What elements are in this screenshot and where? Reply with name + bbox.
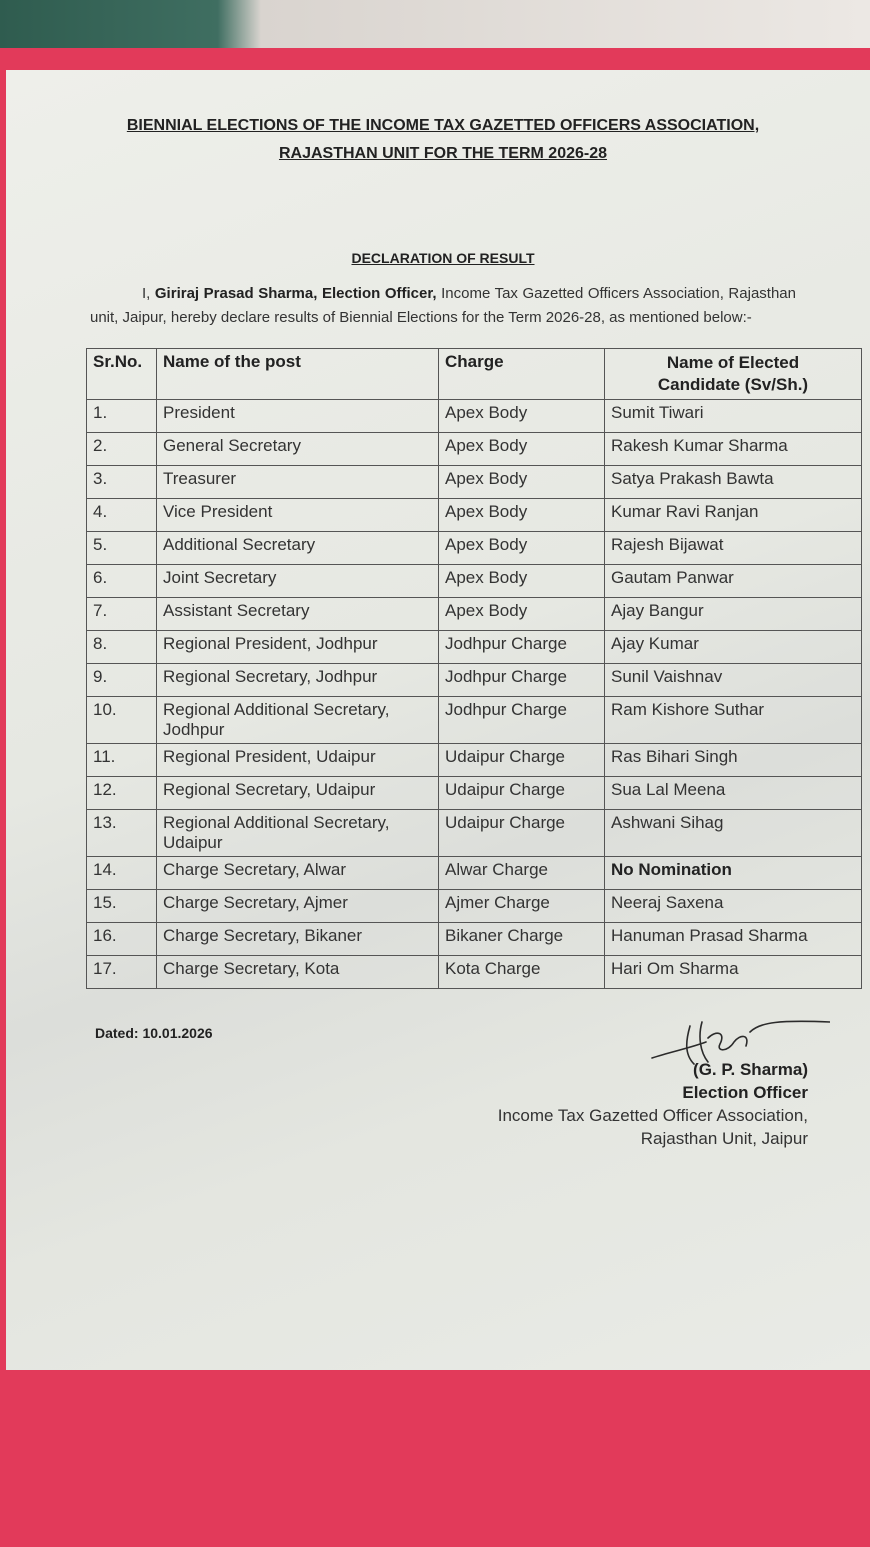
- cell-sr: 2.: [87, 433, 157, 466]
- cell-post: Joint Secretary: [157, 565, 439, 598]
- cell-sr: 1.: [87, 400, 157, 433]
- cell-sr: 4.: [87, 499, 157, 532]
- cell-candidate-no-nomination: No Nomination: [605, 857, 862, 890]
- cell-candidate: Ajay Bangur: [605, 598, 862, 631]
- cell-candidate: Neeraj Saxena: [605, 890, 862, 923]
- cell-candidate: Gautam Panwar: [605, 565, 862, 598]
- intro-prefix: I,: [142, 285, 155, 302]
- cell-post: Charge Secretary, Alwar: [157, 857, 439, 890]
- cell-sr: 7.: [87, 598, 157, 631]
- results-table: [86, 348, 862, 989]
- title-line-2: RAJASTHAN UNIT FOR THE TERM 2026-28: [278, 145, 608, 162]
- cell-charge: Kota Charge: [439, 956, 605, 989]
- table-row: [87, 810, 862, 857]
- cell-charge: Apex Body: [439, 400, 605, 433]
- signatory-designation: Election Officer: [682, 1083, 808, 1102]
- cell-sr: 5.: [87, 532, 157, 565]
- header-candidate: [605, 349, 862, 400]
- cell-charge: Jodhpur Charge: [439, 631, 605, 664]
- document-title: [98, 112, 788, 168]
- table-row: [87, 697, 862, 744]
- header-candidate-line-1: Name of Elected: [666, 353, 800, 372]
- cell-candidate: Ras Bihari Singh: [605, 744, 862, 777]
- background-top-strip: [0, 0, 870, 48]
- cell-sr: 13.: [87, 810, 157, 857]
- cell-post: Vice President: [157, 499, 439, 532]
- intro-rest: Income Tax Gazetted Officers Association, Rajasthan unit, Jaipur, hereby declare results of Biennial Elections for the Term 2026-28, as mentioned below:-: [90, 285, 796, 326]
- cell-post: Treasurer: [157, 466, 439, 499]
- cell-post: General Secretary: [157, 433, 439, 466]
- header-post: Name of the post: [157, 349, 439, 400]
- cell-candidate: Sunil Vaishnav: [605, 664, 862, 697]
- cell-candidate: Hari Om Sharma: [605, 956, 862, 989]
- cell-post: Assistant Secretary: [157, 598, 439, 631]
- cell-candidate: Ashwani Sihag: [605, 810, 862, 857]
- table-row: [87, 631, 862, 664]
- cell-post: President: [157, 400, 439, 433]
- cell-charge: Jodhpur Charge: [439, 664, 605, 697]
- cell-candidate: Satya Prakash Bawta: [605, 466, 862, 499]
- cell-post: Regional Secretary, Jodhpur: [157, 664, 439, 697]
- cell-post: Charge Secretary, Ajmer: [157, 890, 439, 923]
- intro-paragraph: [90, 282, 796, 330]
- table-row: [87, 777, 862, 810]
- cell-charge: Bikaner Charge: [439, 923, 605, 956]
- header-charge: Charge: [439, 349, 605, 400]
- cell-post: Regional Additional Secretary, Udaipur: [157, 810, 439, 857]
- table-row: [87, 433, 862, 466]
- organization-line-2: Rajasthan Unit, Jaipur: [640, 1129, 808, 1148]
- cell-candidate: Rakesh Kumar Sharma: [605, 433, 862, 466]
- cell-candidate: Sumit Tiwari: [605, 400, 862, 433]
- cell-candidate: Kumar Ravi Ranjan: [605, 499, 862, 532]
- cell-post: Regional President, Jodhpur: [157, 631, 439, 664]
- cell-post: Regional Additional Secretary, Jodhpur: [157, 697, 439, 744]
- cell-sr: 17.: [87, 956, 157, 989]
- cell-charge: Alwar Charge: [439, 857, 605, 890]
- table-row: [87, 664, 862, 697]
- table-row: [87, 744, 862, 777]
- cell-post: Charge Secretary, Kota: [157, 956, 439, 989]
- declaration-heading: DECLARATION OF RESULT: [351, 250, 535, 266]
- cell-charge: Udaipur Charge: [439, 777, 605, 810]
- table-row: [87, 565, 862, 598]
- cell-candidate: Rajesh Bijawat: [605, 532, 862, 565]
- table-row: [87, 956, 862, 989]
- table-row: [87, 923, 862, 956]
- table-row: [87, 532, 862, 565]
- header-candidate-line-2: Candidate (Sv/Sh.): [657, 375, 809, 394]
- header-sr-no: Sr.No.: [87, 349, 157, 400]
- title-line-1: BIENNIAL ELECTIONS OF THE INCOME TAX GAZETTED OFFICERS ASSOCIATION,: [126, 117, 760, 134]
- table-header-row: [87, 349, 862, 400]
- cell-sr: 16.: [87, 923, 157, 956]
- cell-sr: 8.: [87, 631, 157, 664]
- cell-sr: 6.: [87, 565, 157, 598]
- cell-sr: 11.: [87, 744, 157, 777]
- table-row: [87, 499, 862, 532]
- table-row: [87, 400, 862, 433]
- intro-officer-name: Giriraj Prasad Sharma, Election Officer,: [154, 285, 437, 302]
- cell-candidate: Ram Kishore Suthar: [605, 697, 862, 744]
- cell-charge: Apex Body: [439, 532, 605, 565]
- cell-sr: 10.: [87, 697, 157, 744]
- cell-sr: 15.: [87, 890, 157, 923]
- cell-charge: Jodhpur Charge: [439, 697, 605, 744]
- cell-charge: Udaipur Charge: [439, 744, 605, 777]
- cell-charge: Apex Body: [439, 598, 605, 631]
- table-row: [87, 890, 862, 923]
- cell-sr: 14.: [87, 857, 157, 890]
- table-row: [87, 857, 862, 890]
- cell-candidate: Hanuman Prasad Sharma: [605, 923, 862, 956]
- cell-charge: Udaipur Charge: [439, 810, 605, 857]
- cell-sr: 9.: [87, 664, 157, 697]
- cell-charge: Apex Body: [439, 433, 605, 466]
- cell-charge: Apex Body: [439, 565, 605, 598]
- cell-post: Regional President, Udaipur: [157, 744, 439, 777]
- organization-line-1: Income Tax Gazetted Officer Association,: [497, 1106, 808, 1125]
- table-row: [87, 598, 862, 631]
- signatory-name: (G. P. Sharma): [693, 1060, 808, 1079]
- table-row: [87, 466, 862, 499]
- cell-post: Additional Secretary: [157, 532, 439, 565]
- cell-charge: Ajmer Charge: [439, 890, 605, 923]
- cell-post: Charge Secretary, Bikaner: [157, 923, 439, 956]
- cell-post: Regional Secretary, Udaipur: [157, 777, 439, 810]
- cell-charge: Apex Body: [439, 499, 605, 532]
- dated-line: Dated: 10.01.2026: [95, 1025, 213, 1041]
- cell-charge: Apex Body: [439, 466, 605, 499]
- signature-block: [498, 1058, 808, 1150]
- cell-sr: 12.: [87, 777, 157, 810]
- cell-sr: 3.: [87, 466, 157, 499]
- cell-candidate: Ajay Kumar: [605, 631, 862, 664]
- cell-candidate: Sua Lal Meena: [605, 777, 862, 810]
